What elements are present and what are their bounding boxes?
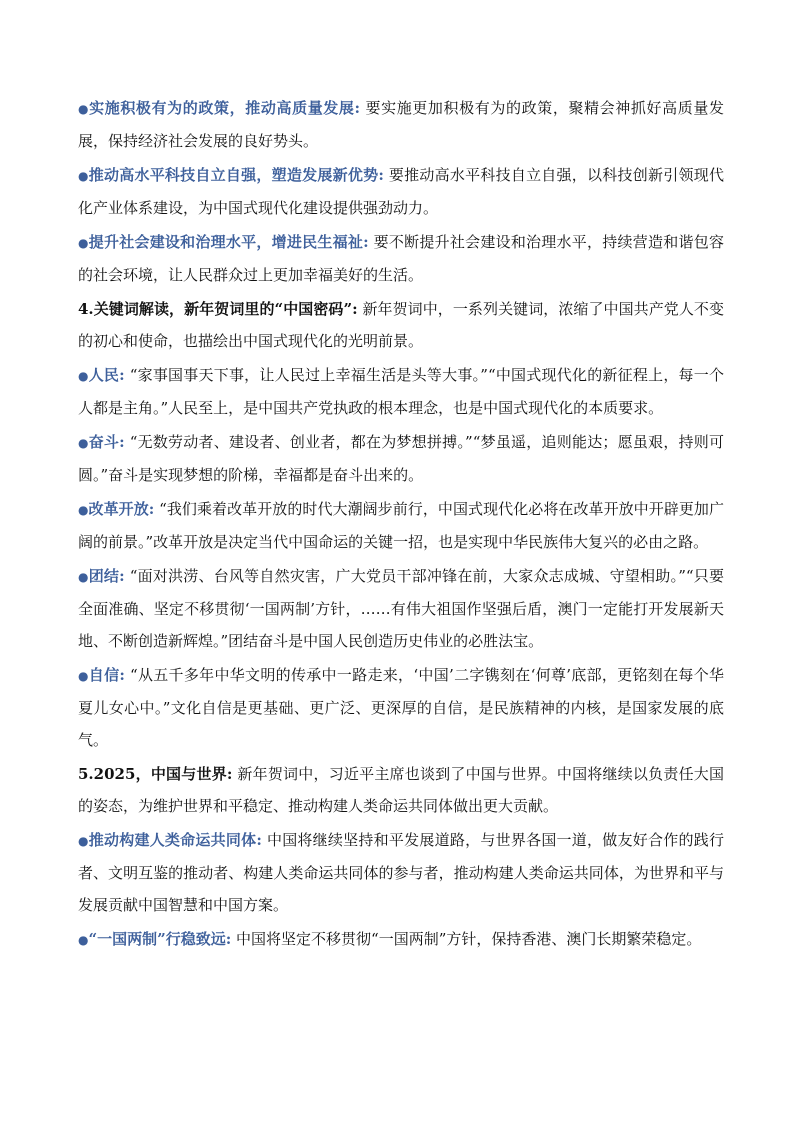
paragraph-lead: 奋斗: [88,433,125,451]
paragraph-tech [78,159,724,224]
paragraph-community [78,824,724,921]
paragraph-lead: 实施积极有为的政策，推动高质量发展: [89,99,361,117]
bullet-icon: ● [78,236,89,250]
section-heading-4 [78,293,724,357]
section-lead: 4.关键词解读，新年贺词里的“中国密码”: [78,300,358,318]
paragraph-lead: “一国两制”行稳致远: [88,930,232,948]
bullet-icon: ● [78,169,89,183]
paragraph-body: 新年贺词中，一系列关键词，浓缩了中国共产党人不变的初心和使命，也描绘出中国式现代化的光明前景。 [78,300,724,350]
section-heading-5 [78,758,724,822]
paragraph-policy [78,92,724,157]
paragraph-body: 要推动高水平科技自立自强，以科技创新引领现代化产业体系建设，为中国式现代化建设提供强劲动力。 [78,166,724,217]
paragraph-body: “从五千多年中华文明的传承中一路走来，‘中国’二字镌刻在‘何尊’底部，更铭刻在每个华夏儿女心中。”文化自信是更基础、更广泛、更深厚的自信，是民族精神的内核，是国家发展的底气。 [78,666,724,749]
bullet-icon: ● [78,102,90,116]
paragraph-lead: 人民: [88,366,125,384]
paragraph-body: “面对洪涝、台风等自然灾害，广大党员干部冲锋在前，大家众志成城、守望相助。”“只要全面准确、坚定不移贯彻‘一国两制’方针，……有伟大祖国作坚强后盾，澳门一定能打开发展新天地、不断创造新辉煌。”团结奋斗是中国人民创造历史伟业的必胜法宝。 [78,567,724,650]
paragraph-people [78,359,724,424]
bullet-icon: ● [78,570,89,584]
bullet-icon: ● [78,369,89,383]
paragraph-lead: 推动高水平科技自立自强，塑造发展新优势: [88,166,384,184]
paragraph-body: 中国将继续坚持和平发展道路，与世界各国一道，做友好合作的践行者、文明互鉴的推动者、构建人类命运共同体的参与者，推动构建人类命运共同体，为世界和平与发展贡献中国智慧和中国方案。 [78,831,724,914]
bullet-icon: ● [78,503,89,517]
paragraph-body: “无数劳动者、建设者、创业者，都在为梦想拼搏。”“梦虽遥，追则能达；愿虽艰，持则可圆。”奋斗是实现梦想的阶梯，幸福都是奋斗出来的。 [78,433,724,484]
paragraph-unity [78,560,724,657]
bullet-icon: ● [78,436,89,450]
paragraph-struggle [78,426,724,491]
paragraph-body: “我们乘着改革开放的时代大潮阔步前行，中国式现代化必将在改革开放中开辟更加广阔的前景。”改革开放是决定当代中国命运的关键一招，也是实现中华民族伟大复兴的必由之路。 [78,500,724,551]
paragraph-lead: 自信: [88,666,125,684]
bullet-icon: ● [78,834,89,848]
paragraph-one-country [78,923,724,956]
paragraph-social [78,226,724,291]
paragraph-lead: 改革开放: [88,500,155,518]
bullet-icon: ● [78,933,89,947]
paragraph-lead: 提升社会建设和治理水平，增进民生福祉: [88,233,369,251]
paragraph-body: 新年贺词中，习近平主席也谈到了中国与世界。中国将继续以负责任大国的姿态，为维护世界和平稳定、推动构建人类命运共同体做出更大贡献。 [78,765,724,815]
bullet-icon: ● [78,669,89,683]
document-body [78,92,724,958]
paragraph-body: “家事国事天下事，让人民过上幸福生活是头等大事。”“中国式现代化的新征程上，每一个人都是主角。”人民至上，是中国共产党执政的根本理念，也是中国式现代化的本质要求。 [78,366,724,417]
paragraph-body: 要实施更加积极有为的政策，聚精会神抓好高质量发展，保持经济社会发展的良好势头。 [78,99,724,150]
paragraph-lead: 团结: [88,567,125,585]
section-lead: 5.2025，中国与世界: [78,765,233,783]
paragraph-confidence [78,659,724,756]
paragraph-body: 要不断提升社会建设和治理水平，持续营造和谐包容的社会环境，让人民群众过上更加幸福美好的生活。 [78,233,724,284]
paragraph-reform [78,493,724,558]
paragraph-body: 中国将坚定不移贯彻“一国两制”方针，保持香港、澳门长期繁荣稳定。 [231,930,702,948]
paragraph-lead: 推动构建人类命运共同体: [88,831,262,849]
